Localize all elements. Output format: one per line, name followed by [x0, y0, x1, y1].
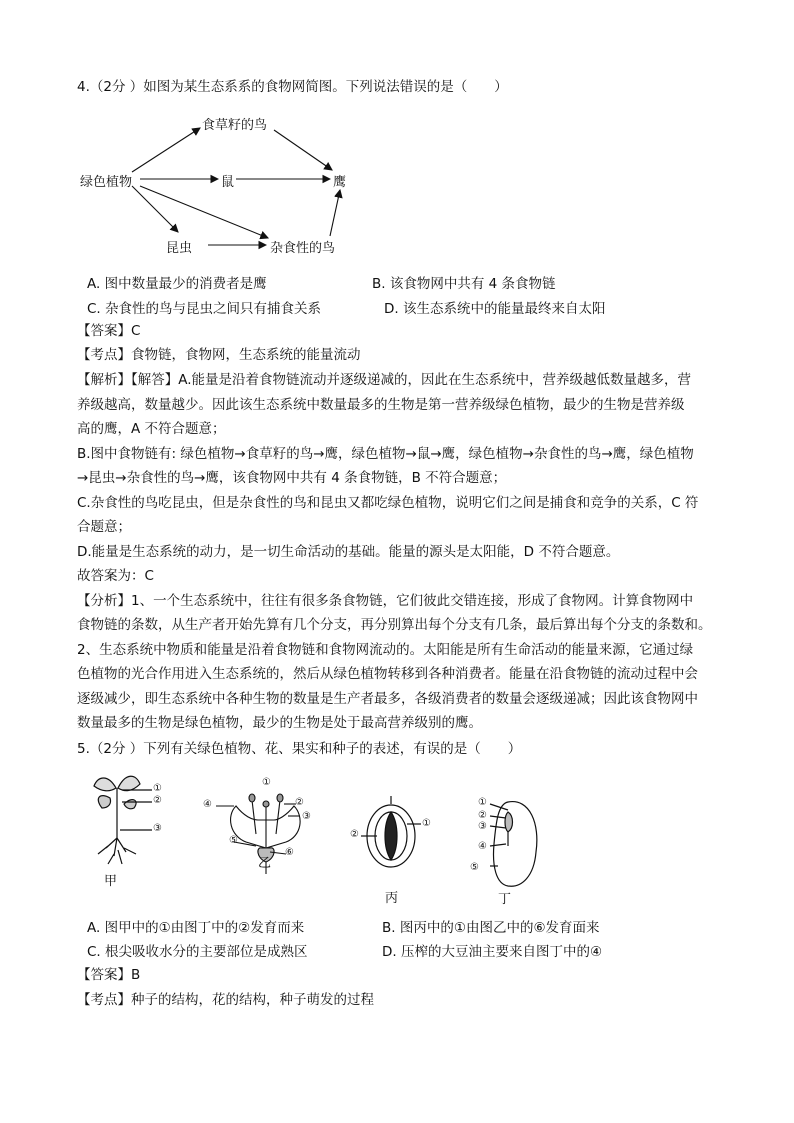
ding-label-1: ① — [478, 797, 487, 808]
jia-label-3: ③ — [153, 823, 162, 834]
yi-label-3: ③ — [302, 811, 311, 822]
q5-option-c: C. 根尖吸收水分的主要部位是成熟区 — [87, 944, 308, 960]
q4-option-b: B. 该食物网中共有 4 条食物链 — [372, 276, 556, 292]
jiexi-line: C.杂食性的鸟吃昆虫，但是杂食性的鸟和昆虫又都吃绿色植物，说明它们之间是捕食和竞争的关系，C 符 — [77, 495, 699, 511]
yi-label-6: ⑥ — [285, 847, 294, 858]
jia-label-1: ① — [153, 783, 162, 794]
jiexi-line: 合题意； — [77, 519, 131, 535]
jiexi-line: 养级越高，数量越少。因此该生态系统中数量最多的生物是第一营养级绿色植物，最少的生物是营养级 — [77, 397, 685, 413]
node-omni-bird: 杂食性的鸟 — [270, 241, 336, 256]
fenxi-line: 逐级减少，即生态系统中各种生物的数量是生产者最多，各级消费者的数量会逐级递减；因此该食物网中 — [77, 691, 698, 707]
yi-label-1: ① — [262, 777, 271, 788]
jiexi-line: B.图中食物链有: 绿色植物→食草籽的鸟→鹰，绿色植物→鼠→鹰，绿色植物→杂食性的鸟→鹰，绿色植物 — [77, 446, 694, 462]
node-mouse: 鼠 — [221, 175, 235, 190]
arrow-plant-to-insect — [132, 186, 178, 232]
arrow-plant-to-seedbird — [132, 128, 200, 172]
figure-bing-fruit — [355, 796, 435, 886]
q5-option-a: A. 图甲中的①由图丁中的②发育而来 — [87, 920, 305, 936]
yi-label-4: ④ — [203, 799, 212, 810]
node-insect: 昆虫 — [166, 241, 193, 256]
q4-stem: 4.（2分 ）如图为某生态系系的食物网简图。下列说法错误的是（ ） — [77, 79, 508, 95]
food-web-diagram — [0, 0, 794, 260]
q5-option-b: B. 图丙中的①由图乙中的⑥发育面来 — [382, 920, 600, 936]
ding-label-5: ⑤ — [470, 862, 479, 873]
bing-label-1: ① — [422, 818, 431, 829]
arrow-plant-to-omnibird — [140, 186, 268, 238]
arrow-omnibird-to-hawk — [330, 190, 340, 236]
node-seed-bird: 食草籽的鸟 — [202, 118, 268, 133]
bing-label-2: ② — [350, 829, 359, 840]
figure-bing-caption: 丙 — [385, 891, 399, 906]
ding-label-4: ④ — [478, 841, 487, 852]
yi-label-2: ② — [295, 797, 304, 808]
ding-label-2: ② — [478, 810, 487, 821]
jiexi-line: 故答案为：C — [77, 568, 154, 584]
figure-ding-seed — [478, 794, 558, 894]
q4-option-c: C. 杂食性的鸟与昆虫之间只有捕食关系 — [87, 301, 322, 317]
fenxi-line: 数量最多的生物是绿色植物，最少的生物是处于最高营养级别的鹰。 — [77, 715, 482, 731]
jiexi-line: D.能量是生态系统的动力，是一切生命活动的基础。能量的源头是太阳能，D 不符合题意。 — [77, 544, 620, 560]
yi-label-5: ⑤ — [229, 835, 238, 846]
q5-option-d: D. 压榨的大豆油主要来自图丁中的④ — [382, 944, 603, 960]
q4-kaodian: 【考点】食物链，食物网，生态系统的能量流动 — [77, 347, 361, 363]
figure-jia-caption: 甲 — [104, 874, 118, 889]
q5-kaodian: 【考点】种子的结构，花的结构，种子萌发的过程 — [77, 992, 374, 1008]
q4-option-d: D. 该生态系统中的能量最终来自太阳 — [384, 301, 606, 317]
fenxi-line: 食物链的条数，从生产者开始先算有几个分支，再分别算出每个分支有几条，最后算出每个分支的条数和。 — [77, 617, 712, 633]
figure-ding-caption: 丁 — [498, 892, 512, 907]
q5-answer: 【答案】B — [77, 967, 141, 983]
arrow-seedbird-to-hawk — [274, 130, 332, 170]
node-green-plant: 绿色植物 — [80, 175, 133, 190]
q4-answer: 【答案】C — [77, 323, 141, 339]
q5-stem: 5.（2分 ）下列有关绿色植物、花、果实和种子的表述，有误的是（ ） — [77, 741, 522, 757]
fenxi-line: 色植物的光合作用进入生态系统的，然后从绿色植物转移到各种消费者。能量在沿食物链的流动过程中会 — [77, 666, 698, 682]
fenxi-line: 2、生态系统中物质和能量是沿着食物链和食物网流动的。太阳能是所有生命活动的能量来源，它通过绿 — [77, 642, 694, 658]
node-hawk: 鹰 — [333, 175, 347, 190]
jiexi-line: 高的鹰，A 不符合题意； — [77, 421, 226, 437]
figure-yi-caption: 乙 — [258, 856, 272, 871]
jia-label-2: ② — [153, 795, 162, 806]
q4-option-a: A. 图中数量最少的消费者是鹰 — [87, 276, 267, 292]
figure-jia-seedling — [78, 768, 178, 878]
jiexi-line: 【解析】【解答】A.能量是沿着食物链流动并逐级递减的，因此在生态系统中，营养级越低数量越多，营 — [77, 372, 692, 388]
ding-label-3: ③ — [478, 821, 487, 832]
jiexi-line: →昆虫→杂食性的鸟→鹰，该食物网中共有 4 条食物链，B 不符合题意； — [77, 470, 507, 486]
fenxi-line: 【分析】1、一个生态系统中，往往有很多条食物链，它们彼此交错连接，形成了食物网。计算食物网中 — [77, 593, 694, 609]
